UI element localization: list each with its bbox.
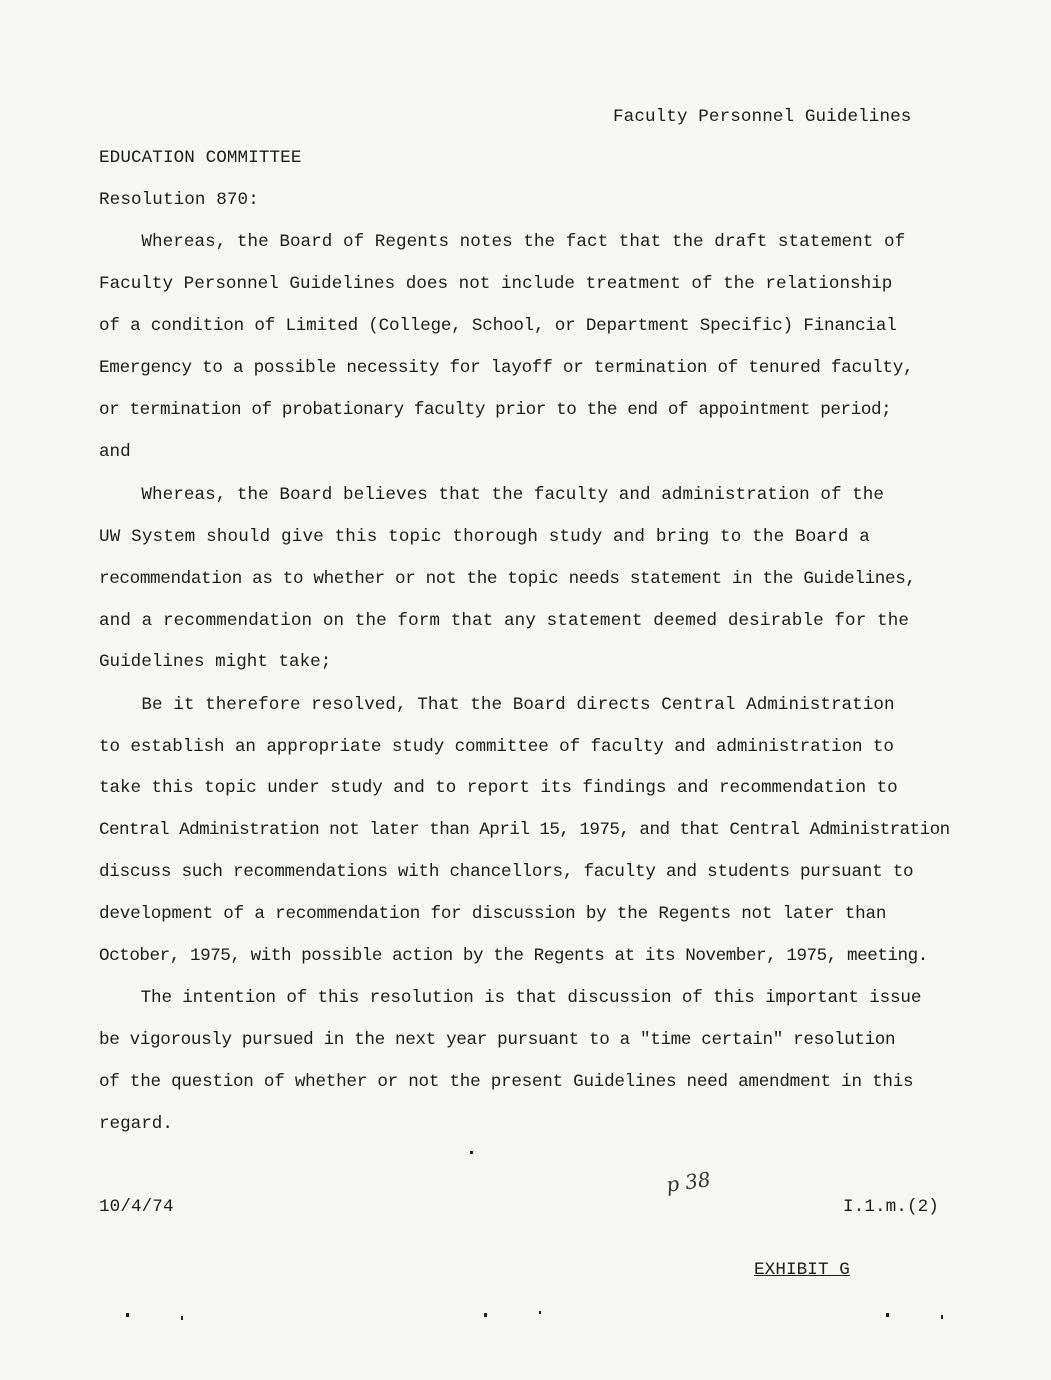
paragraph-line: take this topic under study and to report its findings and recommendation to bbox=[99, 778, 898, 798]
committee-heading: EDUCATION COMMITTEE bbox=[99, 148, 302, 168]
paragraph-line: Central Administration not later than April 15, 1975, and that Central Administration bbox=[99, 820, 950, 840]
paragraph-line: Be it therefore resolved, That the Board directs Central Administration bbox=[99, 695, 895, 715]
scan-speck bbox=[470, 1151, 473, 1154]
scan-speck bbox=[539, 1311, 541, 1314]
exhibit-label: EXHIBIT G bbox=[754, 1260, 850, 1280]
paragraph-line: to establish an appropriate study committee of faculty and administration to bbox=[99, 737, 894, 757]
paragraph-line: discuss such recommendations with chancellors, faculty and students pursuant to bbox=[99, 862, 914, 882]
paragraph-line: October, 1975, with possible action by the Regents at its November, 1975, meeting. bbox=[99, 946, 928, 966]
document-header-title: Faculty Personnel Guidelines bbox=[613, 107, 912, 127]
paragraph-line: or termination of probationary faculty prior to the end of appointment period; bbox=[99, 400, 892, 420]
paragraph-line: Faculty Personnel Guidelines does not include treatment of the relationship bbox=[99, 274, 893, 294]
scan-speck bbox=[126, 1313, 129, 1317]
scan-speck bbox=[181, 1316, 183, 1320]
scan-speck bbox=[941, 1315, 943, 1319]
document-date: 10/4/74 bbox=[99, 1197, 174, 1217]
paragraph-line: Whereas, the Board believes that the faculty and administration of the bbox=[99, 485, 884, 505]
paragraph-line: UW System should give this topic thorough study and bring to the Board a bbox=[99, 527, 870, 547]
scan-speck bbox=[484, 1313, 487, 1317]
paragraph-line: be vigorously pursued in the next year pursuant to a "time certain" resolution bbox=[99, 1030, 896, 1050]
paragraph-line: The intention of this resolution is that discussion of this important issue bbox=[99, 988, 922, 1008]
paragraph-line: of a condition of Limited (College, School, or Department Specific) Financial bbox=[99, 316, 897, 336]
paragraph-line: of the question of whether or not the present Guidelines need amendment in this bbox=[99, 1072, 914, 1092]
paragraph-line: Guidelines might take; bbox=[99, 652, 332, 672]
item-code: I.1.m.(2) bbox=[843, 1197, 939, 1217]
scan-speck bbox=[886, 1313, 889, 1317]
paragraph-line: Whereas, the Board of Regents notes the fact that the draft statement of bbox=[99, 232, 906, 252]
resolution-number: Resolution 870: bbox=[99, 190, 259, 210]
paragraph-line: and bbox=[99, 442, 131, 462]
paragraph-line: and a recommendation on the form that any statement deemed desirable for the bbox=[99, 611, 910, 631]
paragraph-line: regard. bbox=[99, 1114, 173, 1134]
paragraph-line: recommendation as to whether or not the topic needs statement in the Guidelines, bbox=[99, 569, 916, 589]
handwritten-page-note: p 38 bbox=[664, 1167, 713, 1197]
paragraph-line: Emergency to a possible necessity for layoff or termination of tenured faculty, bbox=[99, 358, 914, 378]
paragraph-line: development of a recommendation for discussion by the Regents not later than bbox=[99, 904, 887, 924]
